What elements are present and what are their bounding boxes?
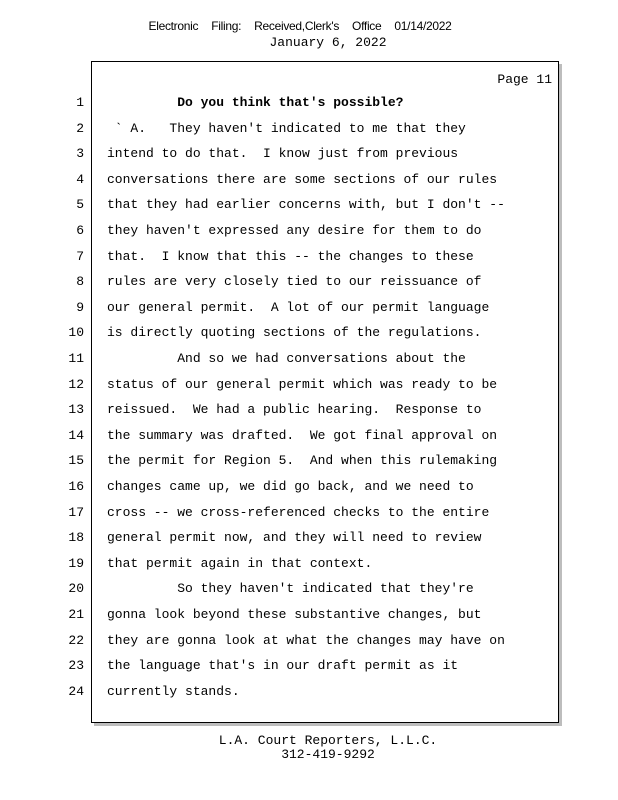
line-number: 20 [68,581,84,596]
line-text: currently stands. [107,684,240,699]
line-text: changes came up, we did go back, and we need to [107,479,474,494]
line-text: our general permit. A lot of our permit language [107,300,490,315]
line-number: 12 [68,377,84,392]
footer-phone: 312-419-9292 [281,747,375,762]
line-text: the language that's in our draft permit as it [107,658,459,673]
line-number: 15 [68,453,84,468]
line-text: cross -- we cross-referenced checks to the entire [107,505,490,520]
line-number: 1 [76,95,84,110]
line-number: 16 [68,479,84,494]
line-number: 21 [68,607,84,622]
line-text: ` A. They haven't indicated to me that they [107,121,466,136]
line-number: 18 [68,530,84,545]
line-text: that they had earlier concerns with, but I don't -- [107,197,505,212]
line-number: 3 [76,146,84,161]
line-number: 17 [68,505,84,520]
line-number: 10 [68,325,84,340]
transcript-date: January 6, 2022 [269,35,387,50]
footer-company: L.A. Court Reporters, L.L.C. [218,733,438,748]
line-number: 24 [68,684,84,699]
line-number: 8 [76,274,84,289]
line-text: the permit for Region 5. And when this rulemaking [107,453,498,468]
line-text: that permit again in that context. [107,556,373,571]
line-text: status of our general permit which was ready to be [107,377,498,392]
line-text: And so we had conversations about the [107,351,466,366]
line-number: 4 [76,172,84,187]
page-number: Page 11 [497,72,552,87]
line-number: 22 [68,633,84,648]
line-text: conversations there are some sections of our rules [107,172,498,187]
line-number: 6 [76,223,84,238]
line-text: reissued. We had a public hearing. Response to [107,402,482,417]
line-number: 9 [76,300,84,315]
line-text: general permit now, and they will need to review [107,530,482,545]
line-number: 13 [68,402,84,417]
line-text: gonna look beyond these substantive changes, but [107,607,482,622]
line-text: So they haven't indicated that they're [107,581,474,596]
line-text: is directly quoting sections of the regulations. [107,325,482,340]
line-number: 19 [68,556,84,571]
filing-stamp: Electronic Filing: Received,Clerk's Office 01/14/2022 [148,19,452,33]
line-number: 14 [68,428,84,443]
line-number: 2 [76,121,84,136]
line-number: 11 [68,351,84,366]
line-number: 7 [76,249,84,264]
line-number: 5 [76,197,84,212]
line-number: 23 [68,658,84,673]
line-text: that. I know that this -- the changes to these [107,249,474,264]
line-text: Do you think that's possible? [107,95,404,110]
line-text: they are gonna look at what the changes may have on [107,633,505,648]
line-text: the summary was drafted. We got final approval on [107,428,498,443]
line-text: intend to do that. I know just from previous [107,146,459,161]
line-text: they haven't expressed any desire for them to do [107,223,482,238]
line-text: rules are very closely tied to our reissuance of [107,274,482,289]
